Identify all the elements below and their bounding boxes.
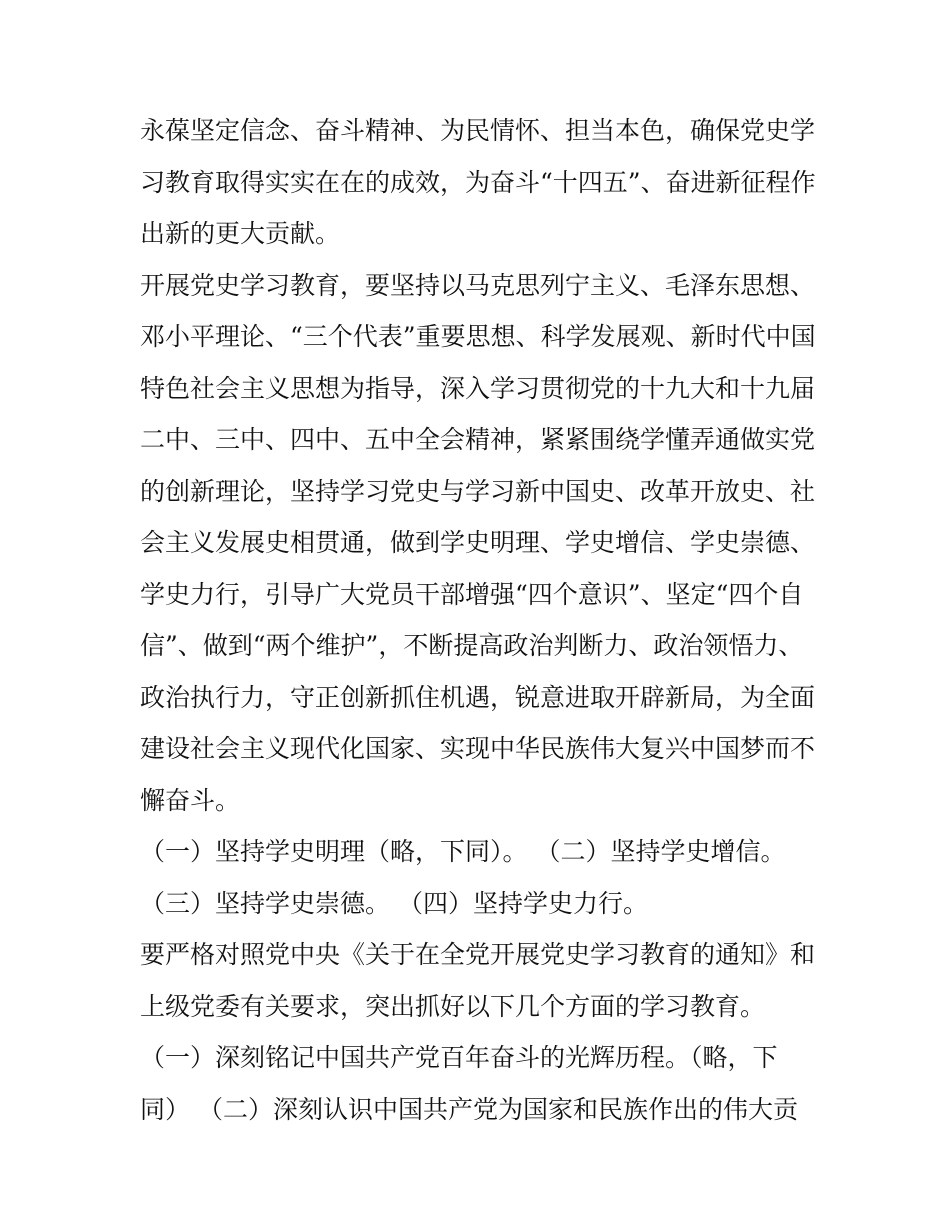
text-line: （三）坚持学史崇德。 （四）坚持学史力行。 — [140, 888, 648, 918]
body-text — [140, 105, 830, 1135]
text-line: 要严格对照党中央《关于在全党开展党史学习教育的通知》和 — [140, 940, 816, 969]
text-line: 政治执行力，守正创新抓住机遇，锐意进取开辟新局，为全面 — [140, 682, 816, 712]
text-line: 出新的更大贡献。 — [140, 219, 341, 248]
text-line: 学史力行，引导广大党员干部增强“四个意识”、坚定“四个自 — [140, 579, 804, 609]
text-line: 开展党史学习教育，要坚持以马克思列宁主义、毛泽东思想、 — [140, 270, 816, 300]
text-line: 永葆坚定信念、奋斗精神、为民情怀、担当本色，确保党史学 — [140, 116, 816, 145]
text-line: 习教育取得实实在在的成效，为奋斗“十四五”、奋进新征程作 — [140, 167, 816, 197]
text-line: 上级党委有关要求，突出抓好以下几个方面的学习教育。 — [140, 991, 766, 1021]
text-line: （一）深刻铭记中国共产党百年奋斗的光辉历程。（略，下 — [140, 1043, 778, 1072]
text-line: 二中、三中、四中、五中全会精神，紧紧围绕学懂弄通做实党 — [140, 425, 816, 454]
text-line: 同） （二）深刻认识中国共产党为国家和民族作出的伟大贡 — [140, 1094, 798, 1124]
text-line: 建设社会主义现代化国家、实现中华民族伟大复兴中国梦而不 — [140, 734, 816, 763]
text-line: 邓小平理论、“三个代表”重要思想、科学发展观、新时代中国 — [140, 322, 816, 351]
text-line: 会主义发展史相贯通，做到学史明理、学史增信、学史崇德、 — [140, 528, 816, 557]
text-line: 懈奋斗。 — [140, 785, 241, 815]
text-line: 信”、做到“两个维护”，不断提高政治判断力、政治领悟力、 — [140, 631, 804, 660]
text-line: 的创新理论，坚持学习党史与学习新中国史、改革开放史、社 — [140, 476, 816, 506]
text-line: 特色社会主义思想为指导，深入学习贯彻党的十九大和十九届 — [140, 373, 816, 403]
text-line: （一）坚持学史明理（略，下同）。 （二）坚持学史增信。 — [140, 837, 786, 866]
